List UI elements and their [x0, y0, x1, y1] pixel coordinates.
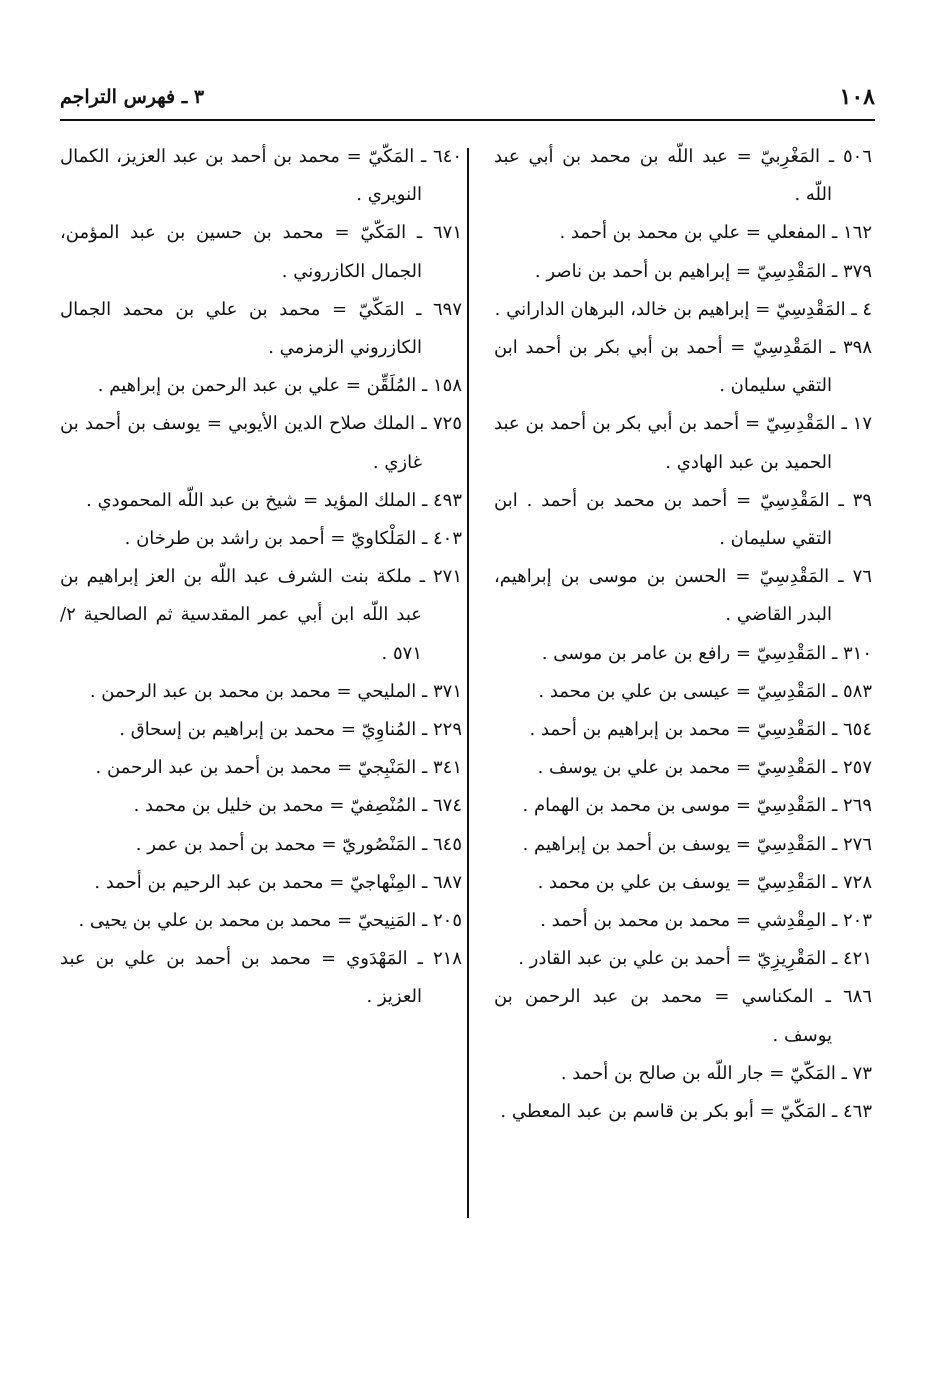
index-entry: ٧٢٨ ـ المَقْدِسِيّ = يوسف بن علي بن محمد .	[537, 871, 872, 893]
index-entry: ٦٤٥ ـ المَنْصُوريّ = محمد بن أحمد بن عمر .	[135, 833, 462, 855]
index-entry: ٥٨٣ ـ المَقْدِسِيّ = عيسى بن علي بن محمد .	[538, 680, 872, 702]
index-entry: ٣٤١ ـ المَنْبِجيّ = محمد بن أحمد بن عبد الرحمن .	[95, 757, 462, 779]
index-entry: ٦٩٧ ـ المَكّيّ = محمد بن علي بن محمد الجمال الكازروني الزمزمي .	[60, 298, 462, 359]
index-entry: ٢٠٥ ـ المَنِيحيّ = محمد بن محمد بن علي بن يحيى .	[78, 910, 462, 932]
index-entry: ٦٥٤ ـ المَقْدِسِيّ = محمد بن إبراهيم بن أحمد .	[529, 719, 872, 741]
index-entry: ١٥٨ ـ المُلَقِّن = علي بن عبد الرحمن بن إبراهيم .	[97, 375, 462, 397]
index-entry: ٢٥٧ ـ المَقْدِسِيّ = محمد بن علي بن يوسف .	[537, 757, 872, 779]
index-column-right	[494, 138, 872, 1131]
index-entry: ٥٠٦ ـ المَغْرِبيّ = عبد اللّه بن محمد بن أبي عبد اللّه .	[494, 146, 872, 206]
index-entry: ٣١٠ ـ المَقْدِسِيّ = رافع بن عامر بن موسى .	[541, 642, 872, 664]
index-entry: ٦٤٠ ـ المَكّيّ = محمد بن أحمد بن عبد العزيز، الكمال النويري .	[60, 146, 462, 206]
index-entry: ٣٩٨ ـ المَقْدِسِيّ = أحمد بن أبي بكر بن أحمد ابن التقي سليمان .	[494, 337, 872, 397]
index-entry: ٢٢٩ ـ المُناوِيّ = محمد بن إبراهيم بن إسحاق .	[119, 719, 462, 741]
index-entry: ٤٩٣ ـ الملك المؤيد = شيخ بن عبد اللّه المحمودي .	[86, 489, 462, 511]
index-column-left	[60, 138, 462, 1017]
index-entry: ١٧ ـ المَقْدِسِيّ = أحمد بن أبي بكر بن أحمد بن عبد الحميد بن عبد الهادي .	[494, 413, 872, 473]
page-number: ١٠٨	[839, 84, 875, 110]
index-entry: ٦٨٦ ـ المكناسي = محمد بن عبد الرحمن بن يوسف .	[494, 986, 872, 1046]
index-entry: ٤٢١ ـ المَقْرِيزِيّ = أحمد بن علي بن عبد القادر .	[518, 948, 872, 970]
header-rule	[60, 119, 875, 121]
page-header	[60, 84, 875, 114]
index-entry: ١٦٢ ـ المفعلي = علي بن محمد بن أحمد .	[559, 222, 872, 244]
index-entry: ٣٧١ ـ المليحي = محمد بن محمد بن عبد الرحمن .	[89, 680, 462, 702]
index-entry: ٢١٨ ـ المَهْدَوي = محمد بن أحمد بن علي بن عبد العزيز .	[60, 948, 462, 1008]
index-entry: ٤ ـ المَقْدِسِيّ = إبراهيم بن خالد، البرهان الداراني .	[494, 298, 872, 320]
index-entry: ٧٢٥ ـ الملك صلاح الدين الأيوبي = يوسف بن أحمد بن غازي .	[60, 413, 462, 473]
column-divider	[467, 148, 469, 1218]
index-entry: ٣٩ ـ المَقْدِسِيّ = أحمد بن محمد بن أحمد . ابن التقي سليمان .	[494, 489, 872, 550]
index-entry: ٧٣ ـ المَكّيّ = جار اللّه بن صالح بن أحمد .	[560, 1062, 872, 1084]
index-entry: ٢٦٩ ـ المَقْدِسِيّ = موسى بن محمد بن الهمام .	[522, 795, 872, 817]
index-entry: ٦٨٧ ـ المِنْهاجيّ = محمد بن عبد الرحيم بن أحمد .	[94, 871, 462, 893]
index-entry: ٤٠٣ ـ المَلْكاويّ = أحمد بن راشد بن طرخان .	[124, 528, 462, 550]
index-entry: ٧٦ ـ المَقْدِسِيّ = الحسن بن موسى بن إبراهيم، البدر القاضي .	[494, 566, 872, 626]
index-entry: ٦٧١ ـ المَكّيّ = محمد بن حسين بن عبد المؤمن، الجمال الكازروني .	[60, 222, 462, 282]
index-entry: ٢٧٦ ـ المَقْدِسِيّ = يوسف بن أحمد بن إبراهيم .	[522, 833, 872, 855]
index-entry: ٦٧٤ ـ المُنْصِفيّ = محمد بن خليل بن محمد .	[133, 795, 462, 817]
index-entry: ٢٧١ ـ ملكة بنت الشرف عبد اللّه بن العز إبراهيم بن عبد اللّه ابن أبي عمر المقدسية ثم الصالحية ٢/ ٥٧١ .	[60, 566, 462, 664]
index-entry: ٣٧٩ ـ المَقْدِسِيّ = إبراهيم بن أحمد بن ناصر .	[534, 260, 872, 282]
index-entry: ٤٦٣ ـ المَكّيّ = أبو بكر بن قاسم بن عبد المعطي .	[500, 1101, 872, 1123]
running-title: ٣ ـ فهرس التراجم	[60, 86, 205, 108]
index-entry: ٢٠٣ ـ المِقْدِشي = محمد بن محمد بن أحمد .	[540, 910, 872, 932]
